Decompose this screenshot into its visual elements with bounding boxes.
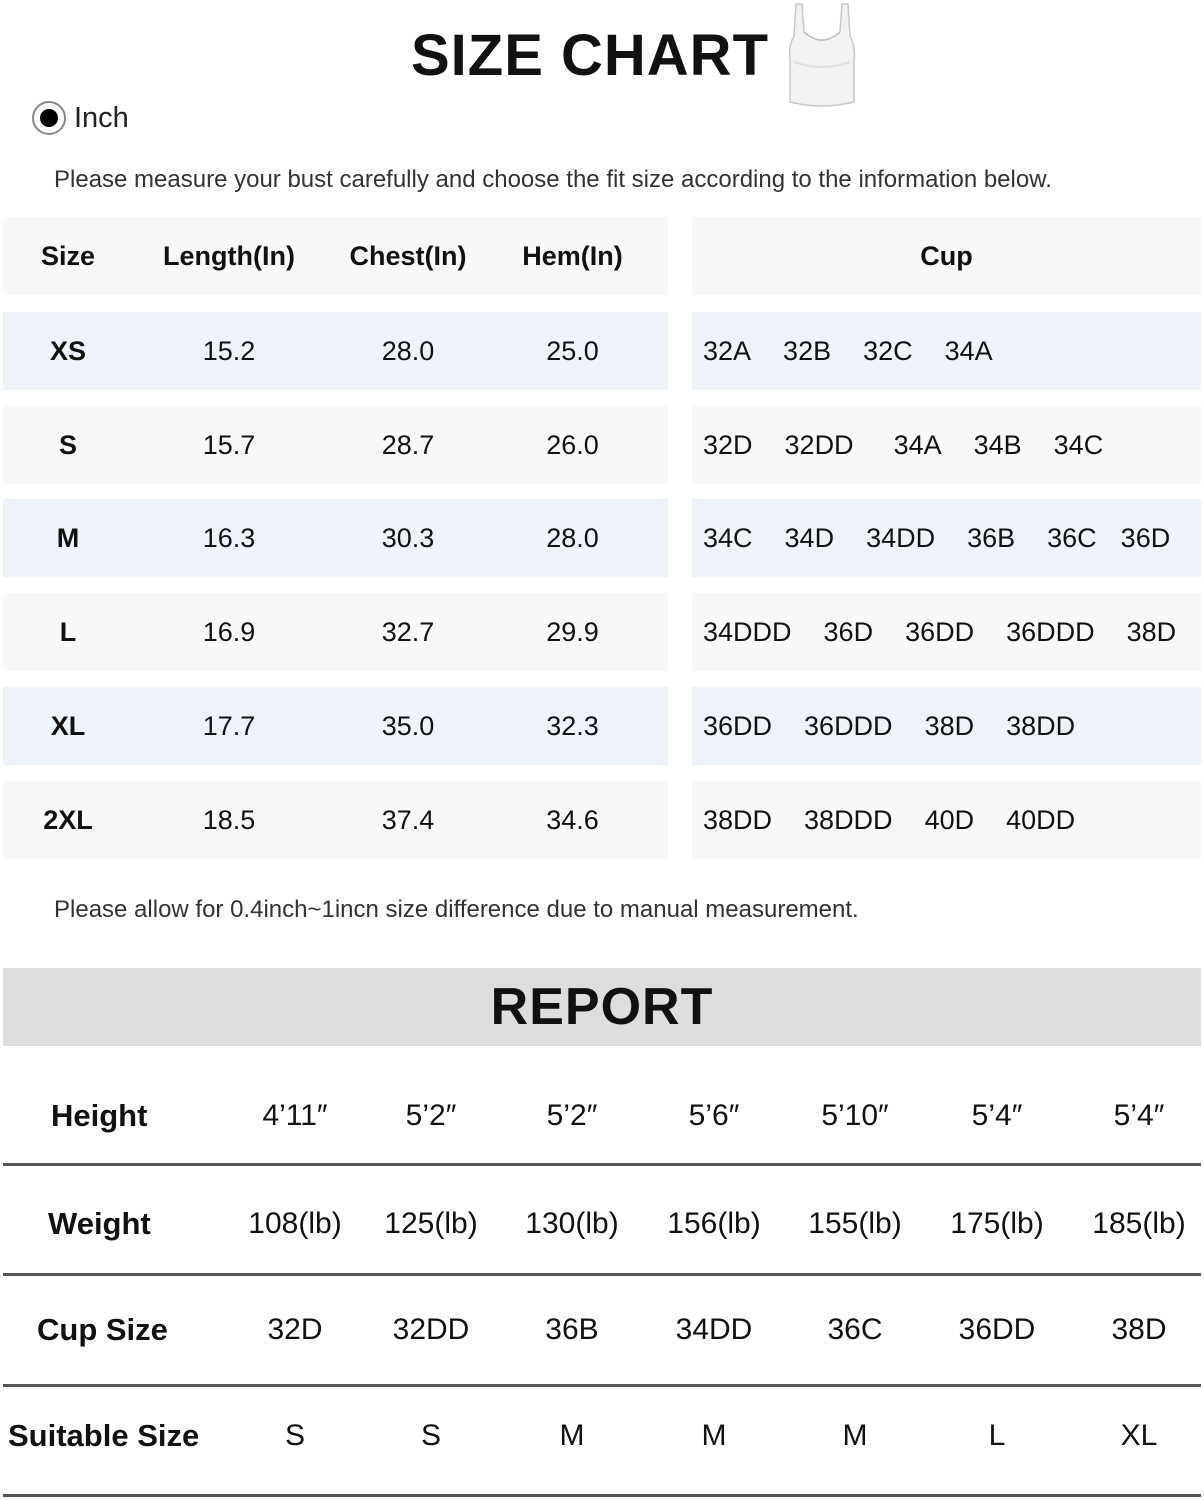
header-cup: Cup	[920, 240, 973, 271]
hem-cell: 28.0	[546, 522, 599, 553]
chest-cell: 28.0	[381, 335, 435, 366]
report-value: 185(lb)	[1092, 1207, 1186, 1240]
report-value: 5’4″	[1113, 1099, 1165, 1132]
cup-value: 34DD	[866, 522, 936, 553]
report-value: L	[988, 1419, 1006, 1452]
report-row-height	[3, 1066, 1201, 1166]
report-value: 5’2″	[405, 1099, 457, 1132]
cup-value: 34D	[784, 522, 835, 553]
report-value: 38D	[1111, 1313, 1167, 1346]
report-value: 125(lb)	[384, 1207, 478, 1240]
cup-list	[703, 593, 1176, 671]
cup-value: 38DDD	[804, 804, 893, 835]
radio-selected-dot	[40, 109, 58, 127]
report-value: M	[842, 1419, 868, 1452]
hem-cell: 32.3	[546, 710, 599, 741]
chest-cell: 37.4	[381, 804, 435, 835]
size-cell: XS	[49, 335, 87, 366]
report-value: 36DD	[958, 1313, 1036, 1346]
row-divider	[3, 1273, 1201, 1276]
length-cell: 15.2	[202, 335, 256, 366]
table-row	[3, 593, 668, 671]
cup-value: 32DD	[784, 429, 854, 460]
size-chart-title: SIZE CHART	[411, 23, 769, 88]
report-label: Suitable Size	[8, 1418, 200, 1453]
report-value: 155(lb)	[808, 1207, 902, 1240]
unit-selector[interactable]	[32, 100, 129, 136]
cup-value: 32B	[783, 335, 832, 366]
cup-value: 36C	[1047, 522, 1097, 553]
hem-cell: 29.9	[546, 616, 599, 647]
size-cell: L	[59, 616, 77, 647]
header-size: Size	[40, 240, 96, 271]
cup-value: 40D	[924, 804, 975, 835]
cup-list	[703, 312, 993, 390]
report-value: 32DD	[392, 1313, 470, 1346]
chest-cell: 28.7	[381, 429, 435, 460]
report-value: M	[559, 1419, 585, 1452]
chest-cell: 32.7	[381, 616, 435, 647]
header-hem: Hem(In)	[522, 240, 623, 271]
header-length: Length(In)	[163, 240, 295, 271]
cup-row	[692, 687, 1201, 765]
inch-radio[interactable]	[32, 101, 66, 135]
report-value: 36C	[827, 1313, 883, 1346]
cup-row	[692, 499, 1201, 577]
table-row	[3, 781, 668, 859]
cup-row	[692, 593, 1201, 671]
report-value: 175(lb)	[950, 1207, 1044, 1240]
cup-value: 36DDD	[804, 710, 893, 741]
cup-value: 38D	[1126, 616, 1177, 647]
length-cell: 17.7	[202, 710, 256, 741]
report-value: 156(lb)	[667, 1207, 761, 1240]
cup-value: 36B	[967, 522, 1016, 553]
table-row	[3, 499, 668, 577]
cup-value: 36D	[1120, 522, 1171, 553]
cup-list	[703, 687, 1075, 765]
size-cell: M	[56, 522, 80, 553]
report-value: 108(lb)	[248, 1207, 342, 1240]
report-row-suitable-size	[3, 1386, 1201, 1486]
length-cell: 18.5	[202, 804, 256, 835]
hem-cell: 25.0	[546, 335, 599, 366]
report-row-cup-size	[3, 1280, 1201, 1380]
report-value: S	[284, 1419, 305, 1452]
report-value: 4’11″	[262, 1099, 328, 1132]
size-cell: XL	[50, 710, 86, 741]
cup-value: 32A	[703, 335, 752, 366]
row-divider	[3, 1163, 1201, 1166]
cup-row	[692, 406, 1201, 484]
cup-list	[703, 406, 1103, 484]
cup-value: 34DDD	[703, 616, 792, 647]
hem-cell: 34.6	[546, 804, 599, 835]
table-row	[3, 687, 668, 765]
report-value: 32D	[267, 1313, 323, 1346]
size-cell: 2XL	[43, 804, 93, 835]
report-value: 5’10″	[821, 1099, 889, 1132]
cup-value: 36DDD	[1006, 616, 1095, 647]
chest-cell: 35.0	[381, 710, 435, 741]
cup-value: 36DD	[905, 616, 975, 647]
report-value: M	[701, 1419, 727, 1452]
report-label: Cup Size	[37, 1312, 168, 1347]
cup-value: 36DD	[703, 710, 773, 741]
cup-value: 36D	[823, 616, 874, 647]
intro-text: Please measure your bust carefully and choose the fit size according to the information below.	[54, 166, 1052, 193]
length-cell: 15.7	[202, 429, 256, 460]
table-row	[3, 312, 668, 390]
row-divider	[3, 1494, 1201, 1497]
report-value: 5’6″	[688, 1099, 740, 1132]
header-chest: Chest(In)	[349, 240, 467, 271]
cup-value: 40DD	[1006, 804, 1076, 835]
report-label: Weight	[48, 1206, 151, 1241]
report-title: REPORT	[3, 968, 1201, 1046]
hem-cell: 26.0	[546, 429, 599, 460]
cup-value: 32C	[863, 335, 913, 366]
cup-value: 38D	[924, 710, 975, 741]
report-value: 130(lb)	[525, 1207, 619, 1240]
cup-row	[692, 781, 1201, 859]
cup-value: 34A	[893, 429, 942, 460]
size-table-header	[3, 217, 668, 295]
report-value: 5’4″	[971, 1099, 1023, 1132]
cup-table-header	[692, 217, 1201, 295]
table-row	[3, 406, 668, 484]
cup-value: 34C	[1053, 429, 1104, 460]
cup-value: 38DD	[1006, 710, 1076, 741]
tank-top-icon	[784, 2, 860, 108]
cup-row	[692, 312, 1201, 390]
cup-value: 38DD	[703, 804, 773, 835]
size-cell: S	[58, 429, 77, 460]
report-value: XL	[1120, 1419, 1158, 1452]
report-value: 36B	[545, 1313, 599, 1346]
report-label: Height	[51, 1098, 148, 1133]
report-row-weight	[3, 1174, 1201, 1274]
length-cell: 16.9	[202, 616, 256, 647]
unit-label: Inch	[74, 101, 129, 134]
report-value: S	[420, 1419, 441, 1452]
chest-cell: 30.3	[381, 522, 435, 553]
cup-list	[703, 781, 1075, 859]
cup-list	[703, 499, 1170, 577]
measurement-note: Please allow for 0.4inch~1incn size difference due to manual measurement.	[54, 896, 859, 923]
cup-value: 34C	[703, 522, 753, 553]
cup-value: 34A	[944, 335, 993, 366]
cup-value: 32D	[703, 429, 753, 460]
report-value: 34DD	[675, 1313, 753, 1346]
cup-value: 34B	[973, 429, 1022, 460]
report-value: 5’2″	[546, 1099, 598, 1132]
length-cell: 16.3	[202, 522, 256, 553]
